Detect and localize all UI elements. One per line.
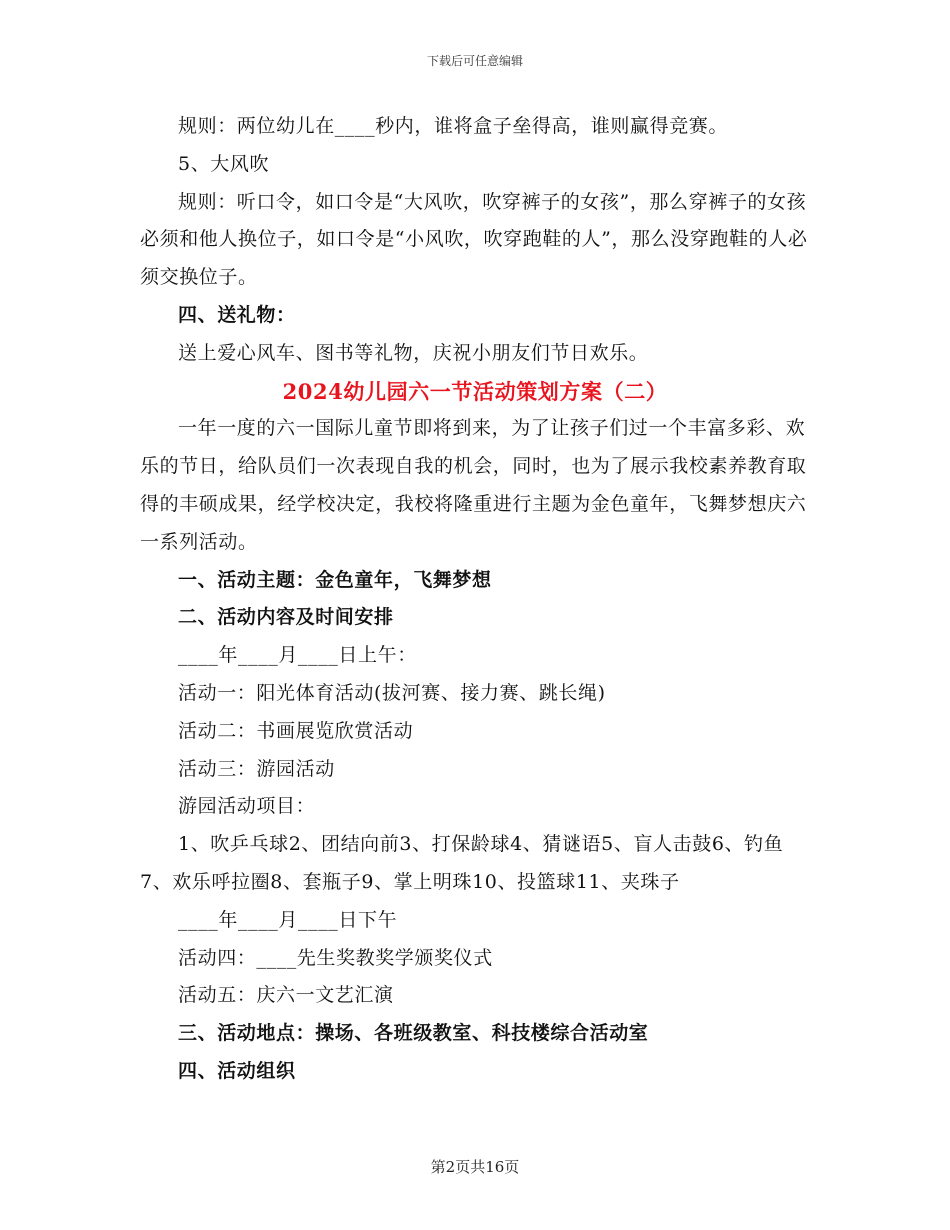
paragraph: 5、大风吹 xyxy=(178,152,270,175)
paragraph: 活动二：书画展览欣赏活动 xyxy=(178,719,414,742)
document-body xyxy=(140,108,810,1091)
section-heading: 一、活动主题：金色童年，飞舞梦想 xyxy=(178,568,492,591)
paragraph: 活动三：游园活动 xyxy=(178,757,335,780)
paragraph: ____年____月____日下午 xyxy=(178,908,398,931)
paragraph: 游园活动项目： xyxy=(178,795,316,818)
section-heading: 四、送礼物： xyxy=(178,303,296,326)
paragraph: 活动五：庆六一文艺汇演 xyxy=(178,984,394,1007)
document-title: 2024幼儿园六一节活动策划方案（二） xyxy=(282,378,668,404)
paragraph: 1、吹乒乓球2、团结向前3、打保龄球4、猜谜语5、盲人击鼓6、钓鱼7、欢乐呼拉圈8、套瓶子9、掌上明珠10、投篮球11、夹珠子 xyxy=(140,833,784,893)
page-footer: 第2页共16页 xyxy=(430,1158,520,1176)
paragraph: 送上爱心风车、图书等礼物，庆祝小朋友们节日欢乐。 xyxy=(178,341,649,364)
paragraph: 规则：听口令，如口令是“大风吹，吹穿裤子的女孩”，那么穿裤子的女孩必须和他人换位子，如口令是“小风吹，吹穿跑鞋的人”，那么没穿跑鞋的人必须交换位子。 xyxy=(140,190,808,289)
section-heading: 四、活动组织 xyxy=(178,1059,296,1082)
paragraph: 活动一：阳光体育活动(拔河赛、接力赛、跳长绳) xyxy=(178,681,606,704)
section-heading: 二、活动内容及时间安排 xyxy=(178,606,394,629)
page-header: 下载后可任意编辑 xyxy=(426,54,523,68)
paragraph: 规则：两位幼儿在____秒内，谁将盒子垒得高，谁则赢得竞赛。 xyxy=(178,115,729,137)
paragraph: 活动四：____先生奖教奖学颁奖仪式 xyxy=(178,946,493,969)
section-heading: 三、活动地点：操场、各班级教室、科技楼综合活动室 xyxy=(178,1022,649,1045)
paragraph: ____年____月____日上午： xyxy=(178,644,417,667)
paragraph: 一年一度的六一国际儿童节即将到来，为了让孩子们过一个丰富多彩、欢乐的节日，给队员们一次表现自我的机会，同时，也为了展示我校素养教育取得的丰硕成果，经学校决定，我校将隆重进行主题为金色童年，飞舞梦想庆六一系列活动。 xyxy=(140,417,807,553)
